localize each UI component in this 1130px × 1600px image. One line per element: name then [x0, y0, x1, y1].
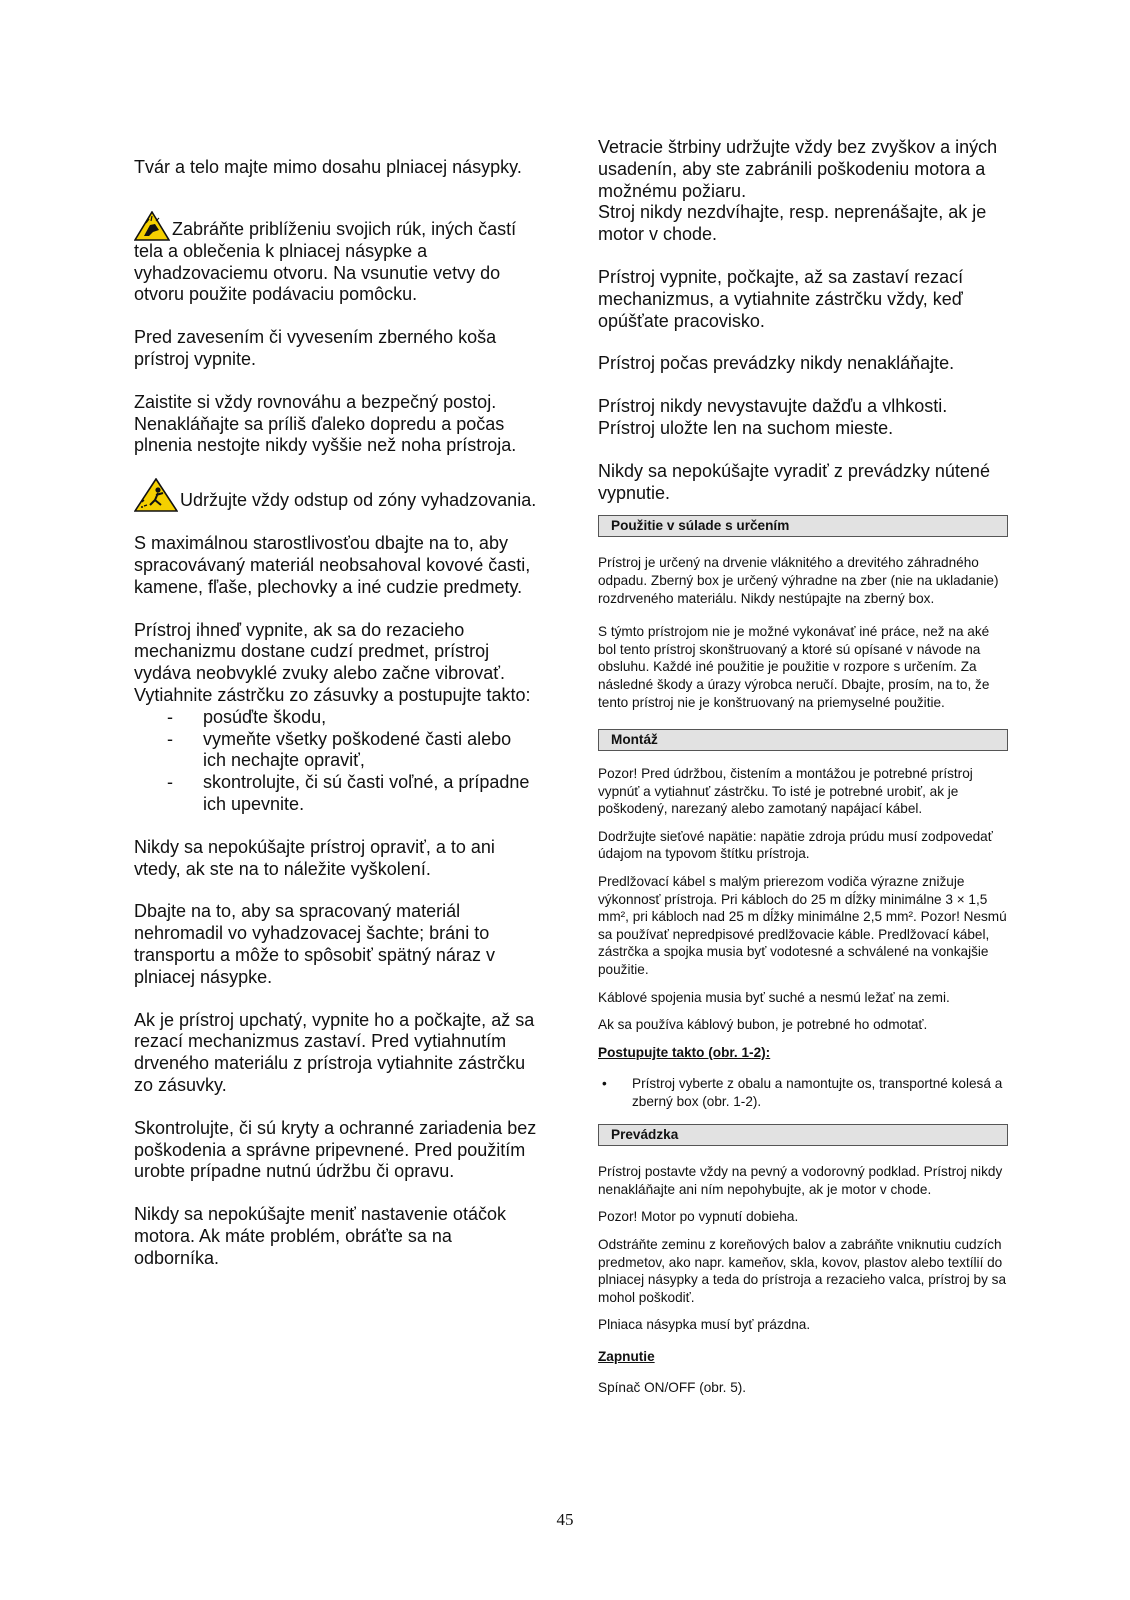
paragraph: Nikdy sa nepokúšajte meniť nastavenie otáčok motora. Ak máte problém, obráťte sa na odborníka.: [134, 1204, 506, 1268]
paragraph: Dodržujte sieťové napätie: napätie zdroja prúdu musí zodpovedať údajom na typovom štítku prístroja.: [598, 828, 993, 862]
paragraph: Nikdy sa nepokúšajte vyradiť z prevádzky nútené vypnutie.: [598, 460, 990, 503]
bullet-icon: •: [602, 1076, 607, 1092]
list-item: - vymeňte všetky poškodené časti alebo ich nechajte opraviť,: [134, 729, 538, 773]
paragraph: S týmto prístrojom nie je možné vykonávať iné práce, než na aké bol tento prístroj skonštruovaný a ktoré sú opísané v návode na obsluhu. Každé iné použitie je použitie v rozpore s určením. Za následné škody a úrazy výrobca neručí. Dbajte, prosím, na to, že tento prístroj nie je konštruovaný na priemyselné použitie.: [598, 624, 990, 710]
paragraph: Odstráňte zeminu z koreňových balov a zabráňte vniknutiu cudzích predmetov, ako napr. kameňov, skla, kovov, plastov alebo textílií do plniacej násypky a teda do prístroja a rezacieho valca, prístroj by sa mohol poškodiť.: [598, 1236, 1007, 1305]
warning-text: Zabráňte priblíženiu svojich rúk, iných častí tela a oblečenia k plniacej násypke a vyhadzovaciemu otvoru. Na vsunutie vetvy do otvoru použite podávaciu pomôcku.: [134, 219, 517, 305]
paragraph: Prístroj postavte vždy na pevný a vodorovný podklad. Prístroj nikdy nenakláňajte ani ním nepohybujte, ak je motor v chode.: [598, 1164, 1003, 1197]
paragraph: Spínač ON/OFF (obr. 5).: [598, 1380, 747, 1396]
paragraph: Prístroj ihneď vypnite, ak sa do rezacieho mechanizmu dostane cudzí predmet, prístroj vydáva neobvyklé zvuky alebo začne vibrovať. Vytiahnite zástrčku zo zásuvky a postupujte takto:: [134, 619, 531, 705]
paragraph: Prístroj uložte len na suchom mieste.: [598, 417, 894, 438]
paragraph: Dbajte na to, aby sa spracovaný materiál nehromadil vo vyhadzovacej šachte; bráni to transportu a môže to spôsobiť spätný náraz v plniacej násypke.: [134, 901, 495, 987]
bullet-item: [598, 1075, 1008, 1110]
subheading: Zapnutie: [598, 1348, 655, 1364]
paragraph: Prístroj vypnite, počkajte, až sa zastaví rezací mechanizmus, a vytiahnite zástrčku vždy, keď opúšťate pracovisko.: [598, 266, 964, 331]
section-header-operation: Prevádzka: [598, 1124, 1008, 1146]
page-number: 45: [556, 1510, 574, 1529]
left-column: [134, 157, 538, 1269]
paragraph: Stroj nikdy nezdvíhajte, resp. neprenášajte, ak je motor v chode.: [598, 202, 987, 245]
warning-text: Udržujte vždy odstup od zóny vyhadzovania.: [180, 490, 537, 511]
debris-ejection-warning-icon: [134, 478, 178, 512]
paragraph: Tvár a telo majte mimo dosahu plniacej násypky.: [134, 157, 522, 177]
paragraph: Ak je prístroj upchatý, vypnite ho a počkajte, až sa rezací mechanizmus zastaví. Pred vytiahnutím drveného materiálu z prístroja vytiahnite zástrčku zo zásuvky.: [134, 1009, 535, 1095]
paragraph: Prístroj nikdy nevystavujte dažďu a vlhkosti.: [598, 396, 948, 417]
warning-paragraph: [134, 478, 538, 512]
paragraph: Skontrolujte, či sú kryty a ochranné zariadenia bez poškodenia a správne pripevnené. Pred použitím urobte prípadne nutnú údržbu či opravu.: [134, 1117, 537, 1182]
paragraph: Predlžovací kábel s malým prierezom vodiča výrazne znižuje výkonnosť prístroja. Pri kábloch do 25 m dĺžky minimálne 3 × 1,5 mm², pri kábloch nad 25 m dĺžky minimálne 2,5 mm². Pozor! Nesmú sa používať nepredpisové predlžovacie káble. Predlžovací kábel, zástrčka a spojka musia byť vodotesné a schválené na vonkajšie použitie.: [598, 874, 1007, 978]
list-item: - skontrolujte, či sú časti voľné, a prípadne ich upevnite.: [134, 772, 538, 816]
right-column: [598, 137, 1008, 1397]
paragraph: Ak sa používa káblový bubon, je potrebné ho odmotať.: [598, 1017, 928, 1033]
paragraph: Prístroj je určený na drvenie vláknitého a drevitého záhradného odpadu. Zberný box je určený výhradne na zber (nie na ukladanie) rozdrveného materiálu. Nikdy nestúpajte na zberný box.: [598, 555, 999, 606]
paragraph: Zaistite si vždy rovnováhu a bezpečný postoj. Nenakláňajte sa príliš ďaleko dopredu a počas plnenia nestojte nikdy vyššie než noha prístroja.: [134, 391, 517, 456]
paragraph: S maximálnou starostlivosťou dbajte na to, aby spracovávaný materiál neobsahoval kovové časti, kamene, fľaše, plechovky a iné cudzie predmety.: [134, 533, 531, 597]
subheading: Postupujte takto (obr. 1-2):: [598, 1044, 771, 1060]
paragraph: Pozor! Motor po vypnutí dobieha.: [598, 1209, 799, 1225]
paragraph: Pred zavesením či vyvesením zberného koša prístroj vypnite.: [134, 327, 497, 369]
bullet-text: Prístroj vyberte z obalu a namontujte os, transportné kolesá a zberný box (obr. 1-2).: [632, 1076, 1003, 1109]
section-header-intended-use: Použitie v súlade s určením: [598, 515, 1008, 537]
section-header-assembly: Montáž: [598, 729, 1008, 751]
paragraph: Káblové spojenia musia byť suché a nesmú ležať na zemi.: [598, 989, 950, 1005]
hand-injury-warning-icon: [134, 211, 170, 241]
paragraph: Pozor! Pred údržbou, čistením a montážou je potrebné prístroj vypnúť a vytiahnuť zástrčku. To isté je potrebné urobiť, ak je poškodený, narezaný alebo zamotaný napájací kábel.: [598, 766, 973, 817]
warning-paragraph: [134, 211, 538, 306]
paragraph: Vetracie štrbiny udržujte vždy bez zvyškov a iných usadenín, aby ste zabránili poškodeniu motora a možnému požiaru.: [598, 137, 998, 201]
paragraph: Nikdy sa nepokúšajte prístroj opraviť, a to ani vtedy, ak ste na to náležite vyškolení.: [134, 836, 495, 879]
list-item: - posúďte škodu,: [134, 707, 538, 729]
dash-list: [134, 707, 538, 816]
paragraph: Prístroj počas prevádzky nikdy nenakláňajte.: [598, 353, 955, 374]
paragraph: Plniaca násypka musí byť prázdna.: [598, 1317, 811, 1333]
